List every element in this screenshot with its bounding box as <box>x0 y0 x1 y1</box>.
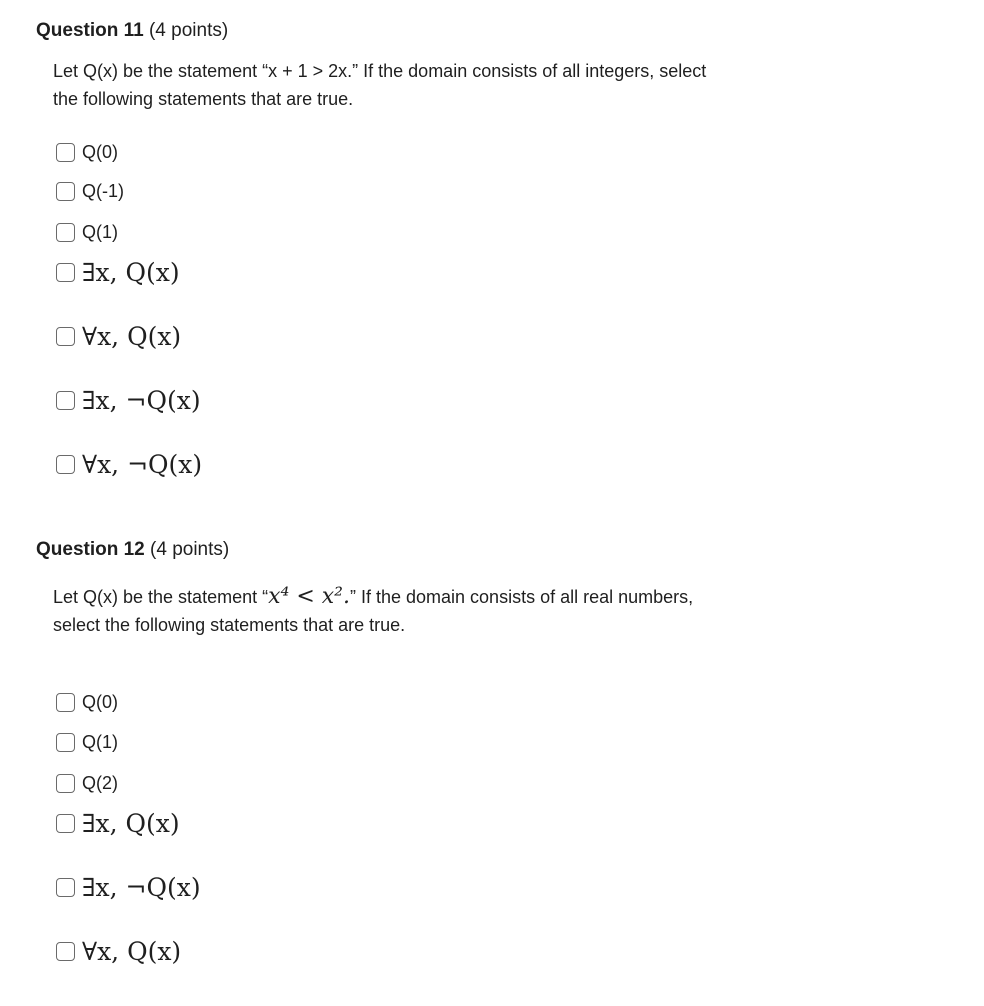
prompt-post: ” If the domain consists of all real numbers, <box>349 587 694 607</box>
q11-choice-exists-not-q[interactable] <box>56 386 201 415</box>
q11-choice-forall-q[interactable] <box>56 322 181 351</box>
q11-choice-q-neg1[interactable] <box>56 181 124 202</box>
prompt-math: x⁴ < x². <box>268 584 350 609</box>
checkbox[interactable] <box>56 878 75 897</box>
question-12-prompt-line-1 <box>53 583 773 611</box>
checkbox[interactable] <box>56 455 75 474</box>
question-11-number: Question 11 <box>36 20 144 41</box>
checkbox[interactable] <box>56 693 75 712</box>
question-12-header <box>36 539 229 561</box>
choice-label: ∃x, ¬Q(x) <box>82 386 201 415</box>
choice-label: Q(1) <box>82 732 118 752</box>
q12-choice-exists-not-q[interactable] <box>56 873 201 902</box>
choice-label: ∀x, Q(x) <box>82 322 182 351</box>
checkbox[interactable] <box>56 182 75 201</box>
q12-choice-exists-q[interactable] <box>56 809 180 838</box>
choice-label: Q(0) <box>82 142 118 162</box>
q11-choice-forall-not-q[interactable] <box>56 450 202 479</box>
choice-label: Q(0) <box>82 692 118 712</box>
question-12-points: (4 points) <box>150 539 230 560</box>
question-11-header <box>36 20 228 42</box>
question-11-prompt-line-2: the following statements that are true. <box>53 89 354 109</box>
checkbox[interactable] <box>56 327 75 346</box>
checkbox[interactable] <box>56 774 75 793</box>
choice-label: ∃x, Q(x) <box>82 809 180 838</box>
q12-choice-forall-q[interactable] <box>56 937 181 966</box>
question-12-prompt <box>53 583 773 639</box>
prompt-pre: Let Q(x) be the statement “ <box>53 587 269 607</box>
q11-choice-q1[interactable] <box>56 222 118 243</box>
checkbox[interactable] <box>56 942 75 961</box>
choice-label: Q(1) <box>82 222 118 242</box>
choice-label: ∀x, Q(x) <box>82 937 182 966</box>
choice-label: ∃x, Q(x) <box>82 258 180 287</box>
checkbox[interactable] <box>56 814 75 833</box>
question-12-number: Question 12 <box>36 539 145 560</box>
question-11-prompt-line-1: Let Q(x) be the statement “x + 1 > 2x.” If the domain consists of all integers, select <box>53 61 707 81</box>
q12-choice-q2[interactable] <box>56 773 118 794</box>
checkbox[interactable] <box>56 733 75 752</box>
q12-choice-q1[interactable] <box>56 732 118 753</box>
choice-label: Q(-1) <box>82 181 124 201</box>
checkbox[interactable] <box>56 263 75 282</box>
question-11-prompt <box>53 57 773 113</box>
choice-label: ∃x, ¬Q(x) <box>82 873 201 902</box>
q11-choice-exists-q[interactable] <box>56 258 180 287</box>
question-12-prompt-line-2: select the following statements that are true. <box>53 615 406 635</box>
choice-label: ∀x, ¬Q(x) <box>82 450 203 479</box>
q12-choice-q0[interactable] <box>56 692 118 713</box>
checkbox[interactable] <box>56 391 75 410</box>
choice-label: Q(2) <box>82 773 118 793</box>
question-11-points: (4 points) <box>148 20 229 41</box>
checkbox[interactable] <box>56 143 75 162</box>
q11-choice-q0[interactable] <box>56 142 118 163</box>
checkbox[interactable] <box>56 223 75 242</box>
